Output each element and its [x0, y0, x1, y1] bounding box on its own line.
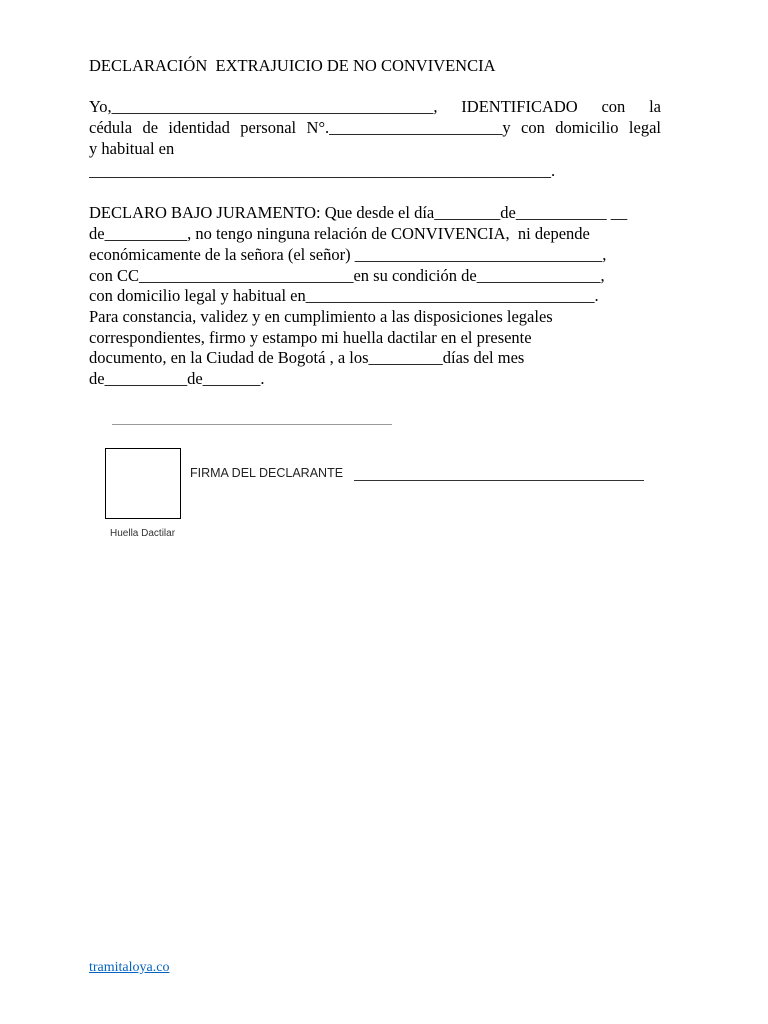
signature-line: [354, 480, 644, 481]
paragraph2-line-1: DECLARO BAJO JURAMENTO: Que desde el día________de___________ __: [89, 203, 628, 222]
paragraph1-line-4: ________________________________________________________.: [89, 161, 556, 180]
fingerprint-label: Huella Dactilar: [110, 528, 176, 539]
fingerprint-label-container: [110, 528, 230, 539]
paragraph2-line-5: con domicilio legal y habitual en___________________________________.: [89, 286, 599, 305]
paragraph2-line-2: de__________, no tengo ninguna relación de CONVIVENCIA, ni depende: [89, 224, 590, 243]
paragraph2-line-4: con CC__________________________en su condición de_______________,: [89, 266, 605, 285]
paragraph2-line-7: correspondientes, firmo y estampo mi huella dactilar en el presente: [89, 328, 532, 347]
paragraph2-line-6: Para constancia, validez y en cumplimiento a las disposiciones legales: [89, 307, 553, 326]
paragraph2-line-3: económicamente de la señora (el señor) ______________________________,: [89, 245, 607, 264]
signature-label: FIRMA DEL DECLARANTE: [190, 466, 344, 480]
paragraph2-line-8: documento, en la Ciudad de Bogotá , a los_________días del mes: [89, 348, 525, 367]
signature-top-rule: [112, 424, 392, 425]
document-title: DECLARACIÓN EXTRAJUICIO DE NO CONVIVENCIA: [89, 56, 496, 75]
footer-link[interactable]: tramitaloya.co: [89, 960, 170, 975]
paragraph2-line-9: de__________de_______.: [89, 369, 265, 388]
paragraph1-line-2: cédula de identidad personal N°._____________________y con domicilio legal: [89, 118, 661, 137]
fingerprint-box: [105, 448, 181, 519]
paragraph1-line-1: Yo,_______________________________________, IDENTIFICADO con la: [89, 97, 661, 116]
paragraph1-line-3: y habitual en: [89, 139, 175, 158]
